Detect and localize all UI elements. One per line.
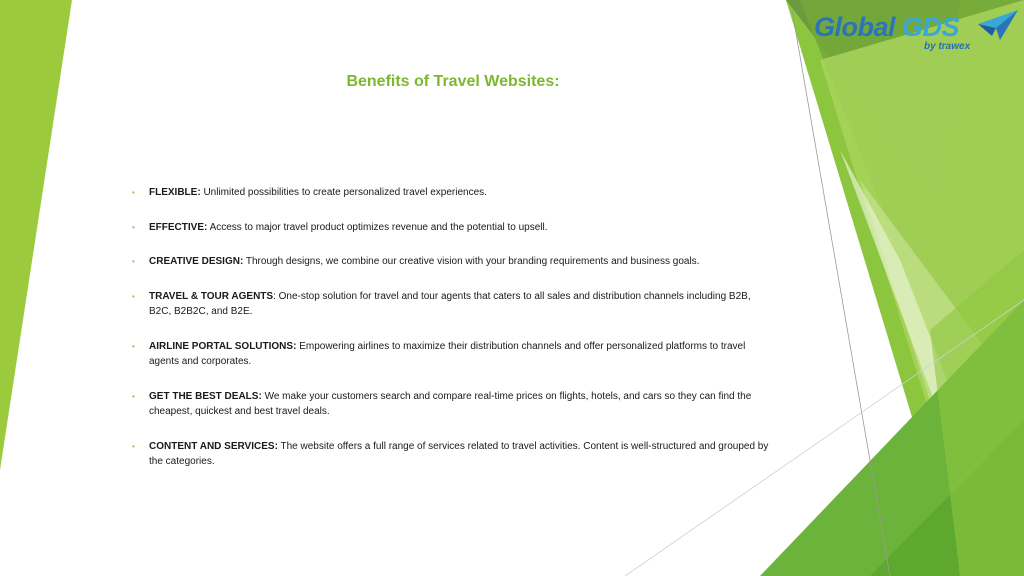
global-gds-logo[interactable] <box>814 8 1020 56</box>
logo-tagline: by trawex <box>924 41 971 52</box>
item-label: GET THE BEST DEALS: <box>149 390 262 402</box>
bullet-icon: • <box>132 441 135 451</box>
item-label: EFFECTIVE: <box>149 221 208 233</box>
bullet-icon: • <box>132 291 135 301</box>
bullet-icon: • <box>132 391 135 401</box>
item-text: Through designs, we combine our creative vision with your branding requirements and business goals. <box>243 256 700 267</box>
list-item <box>132 439 772 470</box>
item-text: We make your customers search and compare real-time prices on flights, hotels, and cars so they can find the cheapest, quickest and best travel deals. <box>149 390 752 417</box>
bullet-icon: • <box>132 257 135 266</box>
list-item <box>132 289 772 320</box>
slide-title: Benefits of Travel Websites: <box>346 73 560 90</box>
item-text: The website offers a full range of services related to travel activities. Content is well-structured and grouped by the categories. <box>149 440 769 467</box>
item-label: CONTENT AND SERVICES: <box>149 440 278 452</box>
item-label: TRAVEL & TOUR AGENTS <box>149 290 274 302</box>
item-text: Unlimited possibilities to create personalized travel experiences. <box>200 187 487 198</box>
list-item <box>132 254 772 270</box>
bullet-icon: • <box>132 341 135 351</box>
item-label: CREATIVE DESIGN: <box>149 256 244 267</box>
list-item <box>132 339 772 370</box>
item-text: Empowering airlines to maximize their distribution channels and offer personalized platforms to travel agents and corporates. <box>149 340 746 367</box>
item-text: : One-stop solution for travel and tour agents that caters to all sales and distribution channels including B2B, B2C, B2B2C, and B2E. <box>149 290 751 317</box>
benefits-list <box>132 185 772 470</box>
bullet-icon: • <box>132 222 135 232</box>
logo-wordmark <box>814 12 959 43</box>
logo-word-global: Global <box>814 12 896 42</box>
item-label: AIRLINE PORTAL SOLUTIONS: <box>149 340 297 352</box>
list-item <box>132 389 772 420</box>
item-text: Access to major travel product optimizes revenue and the potential to upsell. <box>207 221 548 233</box>
list-item <box>132 220 772 236</box>
list-item <box>132 185 772 201</box>
paper-plane-icon <box>978 10 1018 40</box>
item-label: FLEXIBLE: <box>149 187 201 198</box>
logo-word-gds: GDS <box>902 12 960 42</box>
bullet-icon: • <box>132 188 135 197</box>
